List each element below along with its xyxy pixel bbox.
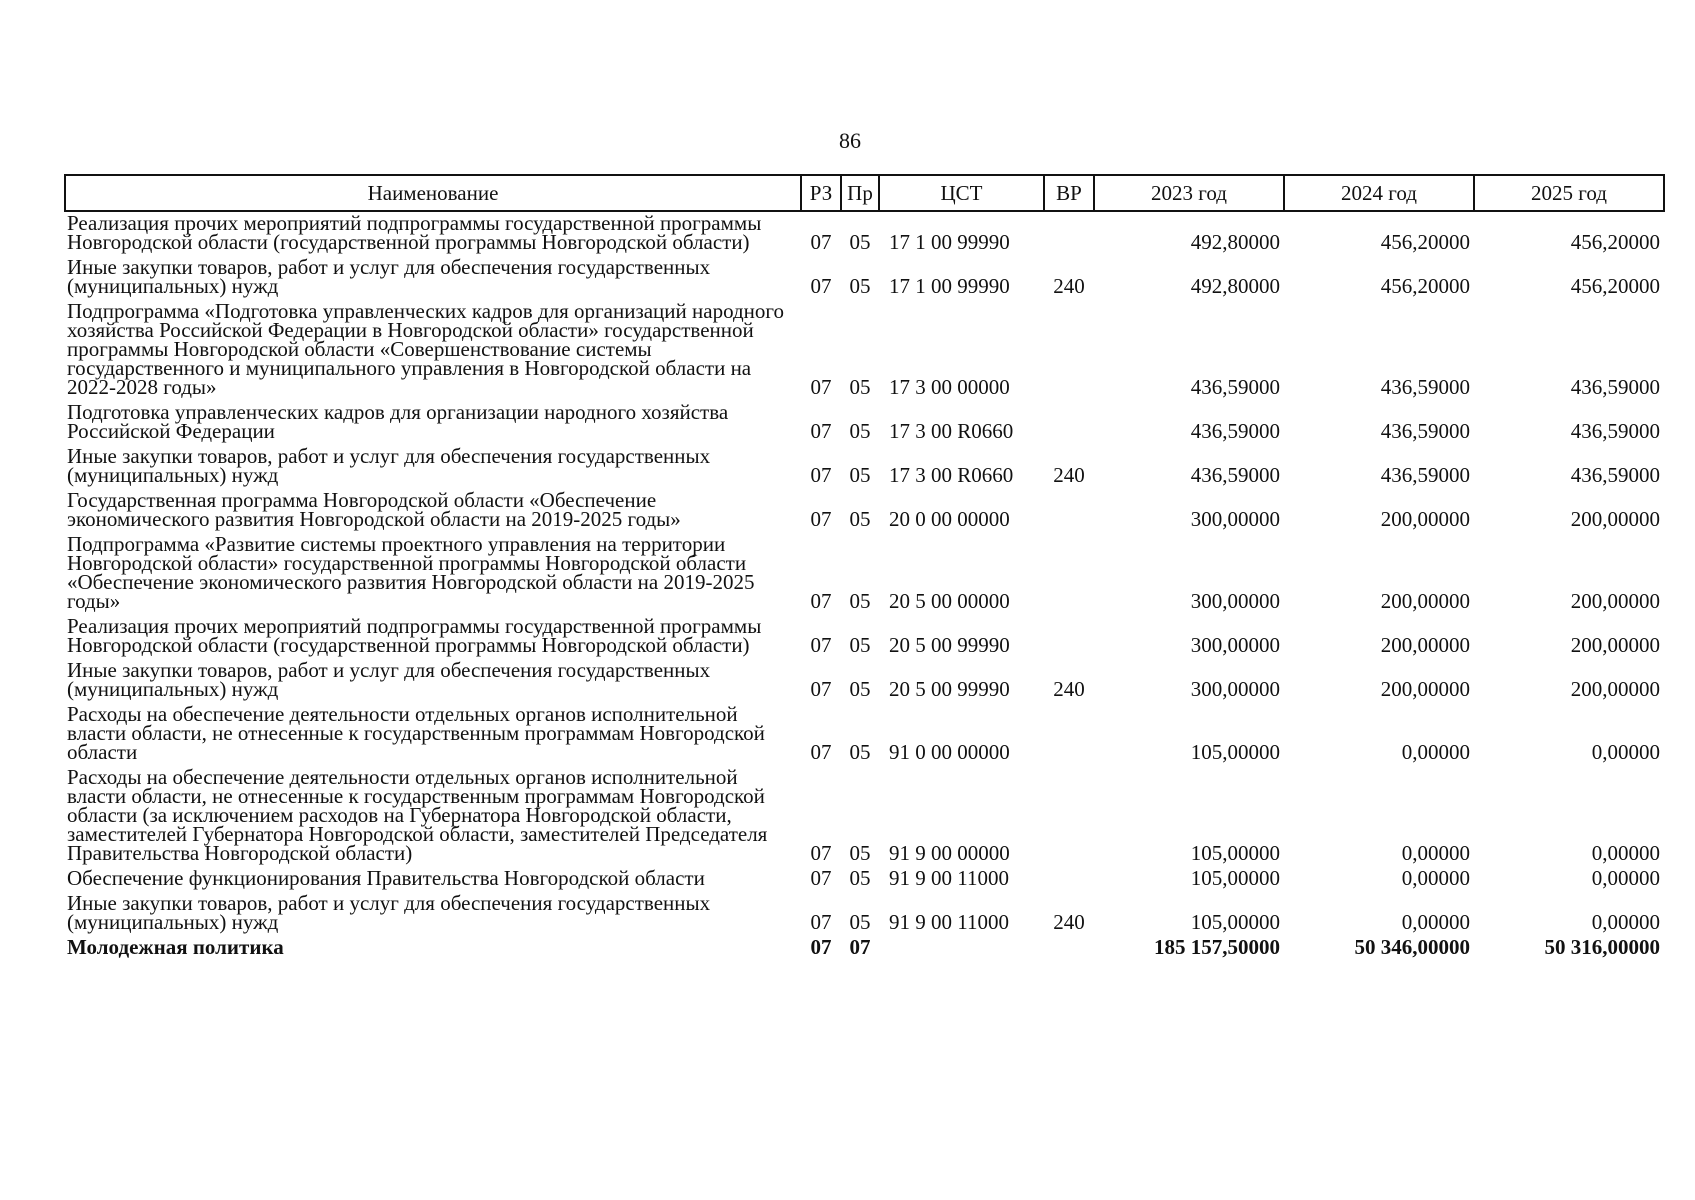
row-pr: 05 bbox=[849, 866, 871, 890]
row-name: Государственная программа Новгородской области «Обеспечение экономического развития Новгородской области на 2019-2025 годы» bbox=[67, 488, 681, 531]
table-row bbox=[65, 300, 1664, 401]
row-pr: 05 bbox=[849, 507, 871, 531]
budget-table bbox=[64, 174, 1665, 961]
row-rz: 07 bbox=[810, 866, 832, 890]
table-header-row bbox=[65, 175, 1664, 211]
row-2023: 105,00000 bbox=[1190, 740, 1280, 764]
row-2024: 200,00000 bbox=[1380, 507, 1470, 531]
row-vr bbox=[1044, 936, 1094, 961]
row-2023: 492,80000 bbox=[1190, 274, 1280, 298]
row-2023: 300,00000 bbox=[1190, 507, 1280, 531]
row-2023: 492,80000 bbox=[1190, 230, 1280, 254]
table-row bbox=[65, 256, 1664, 300]
row-name: Расходы на обеспечение деятельности отдельных органов исполнительной власти области, не отнесенные к государственным программам Новгородской области (за исключением расходов на Губернатора Новгородской области, заместителей Губернатора Новгородской области, заместителей Председателя Правительства Новгородской области) bbox=[67, 765, 768, 865]
row-name: Иные закупки товаров, работ и услуг для обеспечения государственных (муниципальных) нужд bbox=[67, 255, 711, 298]
row-pr: 05 bbox=[849, 274, 871, 298]
row-cst: 91 9 00 11000 bbox=[889, 866, 1009, 890]
row-vr: 240 bbox=[1053, 910, 1085, 934]
header-pr: Пр bbox=[841, 175, 879, 211]
row-vr bbox=[1044, 300, 1094, 401]
row-cst: 17 1 00 99990 bbox=[889, 274, 1010, 298]
row-2025: 436,59000 bbox=[1570, 419, 1660, 443]
row-vr bbox=[1044, 401, 1094, 445]
row-pr: 05 bbox=[849, 677, 871, 701]
row-2025: 200,00000 bbox=[1570, 633, 1660, 657]
row-name: Реализация прочих мероприятий подпрограммы государственной программы Новгородской области (государственной программы Новгородской области) bbox=[67, 614, 762, 657]
row-vr bbox=[1044, 489, 1094, 533]
row-name: Иные закупки товаров, работ и услуг для обеспечения государственных (муниципальных) нужд bbox=[67, 891, 711, 934]
row-2023: 436,59000 bbox=[1190, 375, 1280, 399]
table-row bbox=[65, 703, 1664, 766]
header-cst: ЦСТ bbox=[879, 175, 1044, 211]
row-2023: 300,00000 bbox=[1190, 589, 1280, 613]
row-pr: 05 bbox=[849, 375, 871, 399]
row-2024: 456,20000 bbox=[1380, 274, 1470, 298]
row-vr bbox=[1044, 615, 1094, 659]
row-2024: 200,00000 bbox=[1380, 589, 1470, 613]
row-name: Молодежная политика bbox=[67, 935, 284, 959]
row-2025: 456,20000 bbox=[1570, 274, 1660, 298]
table-row bbox=[65, 401, 1664, 445]
row-vr bbox=[1044, 766, 1094, 867]
row-vr bbox=[1044, 703, 1094, 766]
row-2023: 436,59000 bbox=[1190, 419, 1280, 443]
header-vr: ВР bbox=[1044, 175, 1094, 211]
row-2025: 436,59000 bbox=[1570, 463, 1660, 487]
row-pr: 05 bbox=[849, 463, 871, 487]
row-2024: 0,00000 bbox=[1401, 841, 1470, 865]
header-name: Наименование bbox=[65, 175, 801, 211]
row-pr: 05 bbox=[849, 841, 871, 865]
row-pr: 05 bbox=[849, 910, 871, 934]
row-cst: 20 0 00 00000 bbox=[889, 507, 1010, 531]
row-2024: 50 346,00000 bbox=[1354, 935, 1470, 959]
table-row bbox=[65, 936, 1664, 961]
row-2025: 436,59000 bbox=[1570, 375, 1660, 399]
row-cst: 17 3 00 00000 bbox=[889, 375, 1010, 399]
row-pr: 05 bbox=[849, 230, 871, 254]
row-rz: 07 bbox=[810, 740, 832, 764]
row-2025: 50 316,00000 bbox=[1544, 935, 1660, 959]
row-pr: 05 bbox=[849, 419, 871, 443]
row-2023: 105,00000 bbox=[1190, 866, 1280, 890]
header-2025: 2025 год bbox=[1474, 175, 1664, 211]
row-2024: 0,00000 bbox=[1401, 740, 1470, 764]
row-2025: 200,00000 bbox=[1570, 589, 1660, 613]
table-row bbox=[65, 659, 1664, 703]
row-rz: 07 bbox=[810, 633, 832, 657]
row-name: Подпрограмма «Подготовка управленческих кадров для организаций народного хозяйства Российской Федерации в Новгородской области» государственной программы Новгородской области «Совершенствование системы государственного и муниципального управления в Новгородской области на 2022-2028 годы» bbox=[67, 299, 784, 399]
row-2024: 200,00000 bbox=[1380, 633, 1470, 657]
row-vr: 240 bbox=[1053, 274, 1085, 298]
row-vr bbox=[1044, 211, 1094, 256]
row-cst: 91 0 00 00000 bbox=[889, 740, 1010, 764]
table-row bbox=[65, 211, 1664, 256]
row-vr bbox=[1044, 533, 1094, 615]
table-row bbox=[65, 489, 1664, 533]
row-name: Обеспечение функционирования Правительства Новгородской области bbox=[67, 866, 705, 890]
row-rz: 07 bbox=[810, 463, 832, 487]
row-2023: 185 157,50000 bbox=[1154, 935, 1280, 959]
row-rz: 07 bbox=[810, 375, 832, 399]
page-number: 86 bbox=[839, 128, 861, 153]
row-2024: 436,59000 bbox=[1380, 375, 1470, 399]
row-2025: 0,00000 bbox=[1591, 910, 1660, 934]
row-rz: 07 bbox=[810, 841, 832, 865]
table-row bbox=[65, 892, 1664, 936]
row-vr: 240 bbox=[1053, 463, 1085, 487]
header-rz: РЗ bbox=[801, 175, 841, 211]
row-2024: 200,00000 bbox=[1380, 677, 1470, 701]
row-2023: 105,00000 bbox=[1190, 841, 1280, 865]
row-rz: 07 bbox=[810, 274, 832, 298]
row-pr: 07 bbox=[849, 935, 871, 959]
table-row bbox=[65, 615, 1664, 659]
row-pr: 05 bbox=[849, 589, 871, 613]
row-cst: 20 5 00 99990 bbox=[889, 677, 1010, 701]
row-2025: 200,00000 bbox=[1570, 677, 1660, 701]
table-row bbox=[65, 766, 1664, 867]
row-rz: 07 bbox=[810, 230, 832, 254]
row-name: Расходы на обеспечение деятельности отдельных органов исполнительной власти области, не отнесенные к государственным программам Новгородской области bbox=[67, 702, 765, 764]
row-vr: 240 bbox=[1053, 677, 1085, 701]
row-name: Реализация прочих мероприятий подпрограммы государственной программы Новгородской области (государственной программы Новгородской области) bbox=[67, 211, 762, 254]
row-2023: 105,00000 bbox=[1190, 910, 1280, 934]
row-2023: 300,00000 bbox=[1190, 633, 1280, 657]
row-rz: 07 bbox=[810, 677, 832, 701]
table-row bbox=[65, 533, 1664, 615]
row-2025: 0,00000 bbox=[1591, 740, 1660, 764]
row-2024: 436,59000 bbox=[1380, 419, 1470, 443]
row-name: Подготовка управленческих кадров для организации народного хозяйства Российской Федерации bbox=[67, 400, 729, 443]
row-2024: 436,59000 bbox=[1380, 463, 1470, 487]
row-2024: 0,00000 bbox=[1401, 910, 1470, 934]
row-name: Иные закупки товаров, работ и услуг для обеспечения государственных (муниципальных) нужд bbox=[67, 658, 711, 701]
row-vr bbox=[1044, 867, 1094, 892]
row-2025: 200,00000 bbox=[1570, 507, 1660, 531]
row-2023: 436,59000 bbox=[1190, 463, 1280, 487]
row-cst: 17 3 00 R0660 bbox=[889, 419, 1014, 443]
row-cst: 17 3 00 R0660 bbox=[889, 463, 1014, 487]
row-2025: 0,00000 bbox=[1591, 866, 1660, 890]
row-2024: 456,20000 bbox=[1380, 230, 1470, 254]
row-cst bbox=[879, 936, 1044, 961]
row-cst: 91 9 00 00000 bbox=[889, 841, 1010, 865]
row-name: Иные закупки товаров, работ и услуг для обеспечения государственных (муниципальных) нужд bbox=[67, 444, 711, 487]
row-rz: 07 bbox=[810, 507, 832, 531]
header-2023: 2023 год bbox=[1094, 175, 1284, 211]
row-pr: 05 bbox=[849, 740, 871, 764]
table-body bbox=[65, 211, 1664, 961]
row-cst: 17 1 00 99990 bbox=[889, 230, 1010, 254]
row-pr: 05 bbox=[849, 633, 871, 657]
header-2024: 2024 год bbox=[1284, 175, 1474, 211]
row-cst: 20 5 00 00000 bbox=[889, 589, 1010, 613]
row-cst: 91 9 00 11000 bbox=[889, 910, 1009, 934]
row-2023: 300,00000 bbox=[1190, 677, 1280, 701]
row-name: Подпрограмма «Развитие системы проектного управления на территории Новгородской области» государственной программы Новгородской области «Обеспечение экономического развития Новгородской области на 2019-2025 годы» bbox=[67, 532, 755, 613]
row-2025: 0,00000 bbox=[1591, 841, 1660, 865]
row-2024: 0,00000 bbox=[1401, 866, 1470, 890]
row-rz: 07 bbox=[810, 935, 832, 959]
row-rz: 07 bbox=[810, 419, 832, 443]
row-rz: 07 bbox=[810, 910, 832, 934]
row-rz: 07 bbox=[810, 589, 832, 613]
row-cst: 20 5 00 99990 bbox=[889, 633, 1010, 657]
table-row bbox=[65, 445, 1664, 489]
row-2025: 456,20000 bbox=[1570, 230, 1660, 254]
table-row bbox=[65, 867, 1664, 892]
